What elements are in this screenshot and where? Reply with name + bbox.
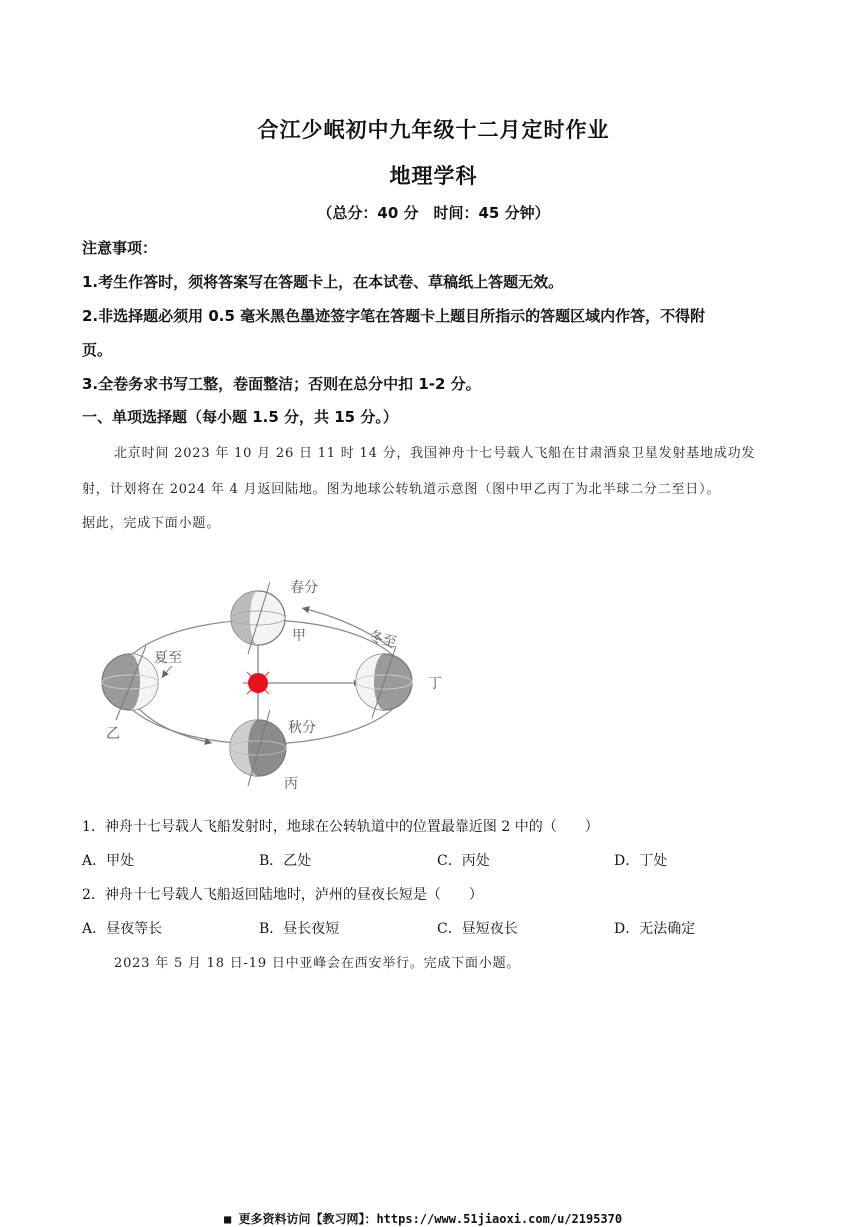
notice-item-3: 3.全卷务求书写工整，卷面整洁；否则在总分中扣 1-2 分。 — [82, 375, 481, 393]
label-winter: 冬至 — [366, 628, 399, 652]
earth-orbit-diagram — [92, 560, 452, 800]
earth-yi-icon — [102, 646, 158, 720]
q2-option-a[interactable]: A．昼夜等长 — [82, 921, 163, 937]
q1-option-b[interactable]: B．乙处 — [259, 853, 312, 869]
notice-heading: 注意事项： — [82, 239, 158, 257]
orbit-arrow-left — [162, 666, 172, 678]
label-spring: 春分 — [290, 580, 318, 596]
intro-line-1: 北京时间 2023 年 10 月 26 日 11 时 14 分，我国神舟十七号载人飞船在甘肃酒泉卫星发射基地成功发 — [114, 446, 756, 461]
next-intro: 2023 年 5 月 18 日-19 日中亚峰会在西安举行。完成下面小题。 — [114, 956, 521, 971]
notice-item-2-line2: 页。 — [82, 341, 113, 359]
label-summer: 夏至 — [154, 650, 182, 666]
score-time: （总分：40 分 时间：45 分钟） — [317, 204, 550, 222]
subject-title: 地理学科 — [389, 164, 478, 188]
label-ding: 丁 — [428, 676, 442, 692]
q1-option-c[interactable]: C．丙处 — [437, 853, 490, 869]
q1-option-d[interactable]: D．丁处 — [614, 853, 668, 869]
q2-option-d[interactable]: D．无法确定 — [614, 921, 696, 937]
intro-line-2: 射，计划将在 2024 年 4 月返回陆地。图为地球公转轨道示意图（图中甲乙丙丁为北半球二分二至日）。 — [82, 482, 721, 497]
intro-line-3: 据此，完成下面小题。 — [82, 516, 221, 531]
earth-ding-icon — [356, 646, 412, 718]
notice-item-2-line1: 2.非选择题必须用 0.5 毫米黑色墨迹签字笔在答题卡上题目所指示的答题区域内作答，不得附 — [82, 307, 706, 325]
q2-option-b[interactable]: B．昼长夜短 — [259, 921, 340, 937]
label-bing: 丙 — [284, 776, 298, 792]
question-2-stem: 2．神舟十七号载人飞船返回陆地时，泸州的昼夜长短是（ ） — [82, 887, 483, 903]
section-heading: 一、单项选择题（每小题 1.5 分，共 15 分。） — [82, 408, 398, 426]
earth-bing-icon — [230, 710, 286, 786]
q2-option-c[interactable]: C．昼短夜长 — [437, 921, 518, 937]
notice-item-1: 1.考生作答时，须将答案写在答题卡上，在本试卷、草稿纸上答题无效。 — [82, 273, 564, 291]
exam-title: 合江少岷初中九年级十二月定时作业 — [257, 118, 610, 142]
footer-link[interactable]: ■ 更多资料访问【教习网】：https://www.51jiaoxi.com/u/2195370 — [224, 1212, 623, 1226]
label-yi: 乙 — [106, 726, 120, 742]
earth-jia-icon — [231, 582, 285, 654]
label-jia: 甲 — [292, 628, 306, 644]
label-autumn: 秋分 — [288, 720, 316, 736]
question-1-stem: 1．神舟十七号载人飞船发射时，地球在公转轨道中的位置最靠近图 2 中的（ ） — [82, 819, 599, 835]
q1-option-a[interactable]: A．甲处 — [82, 853, 135, 869]
